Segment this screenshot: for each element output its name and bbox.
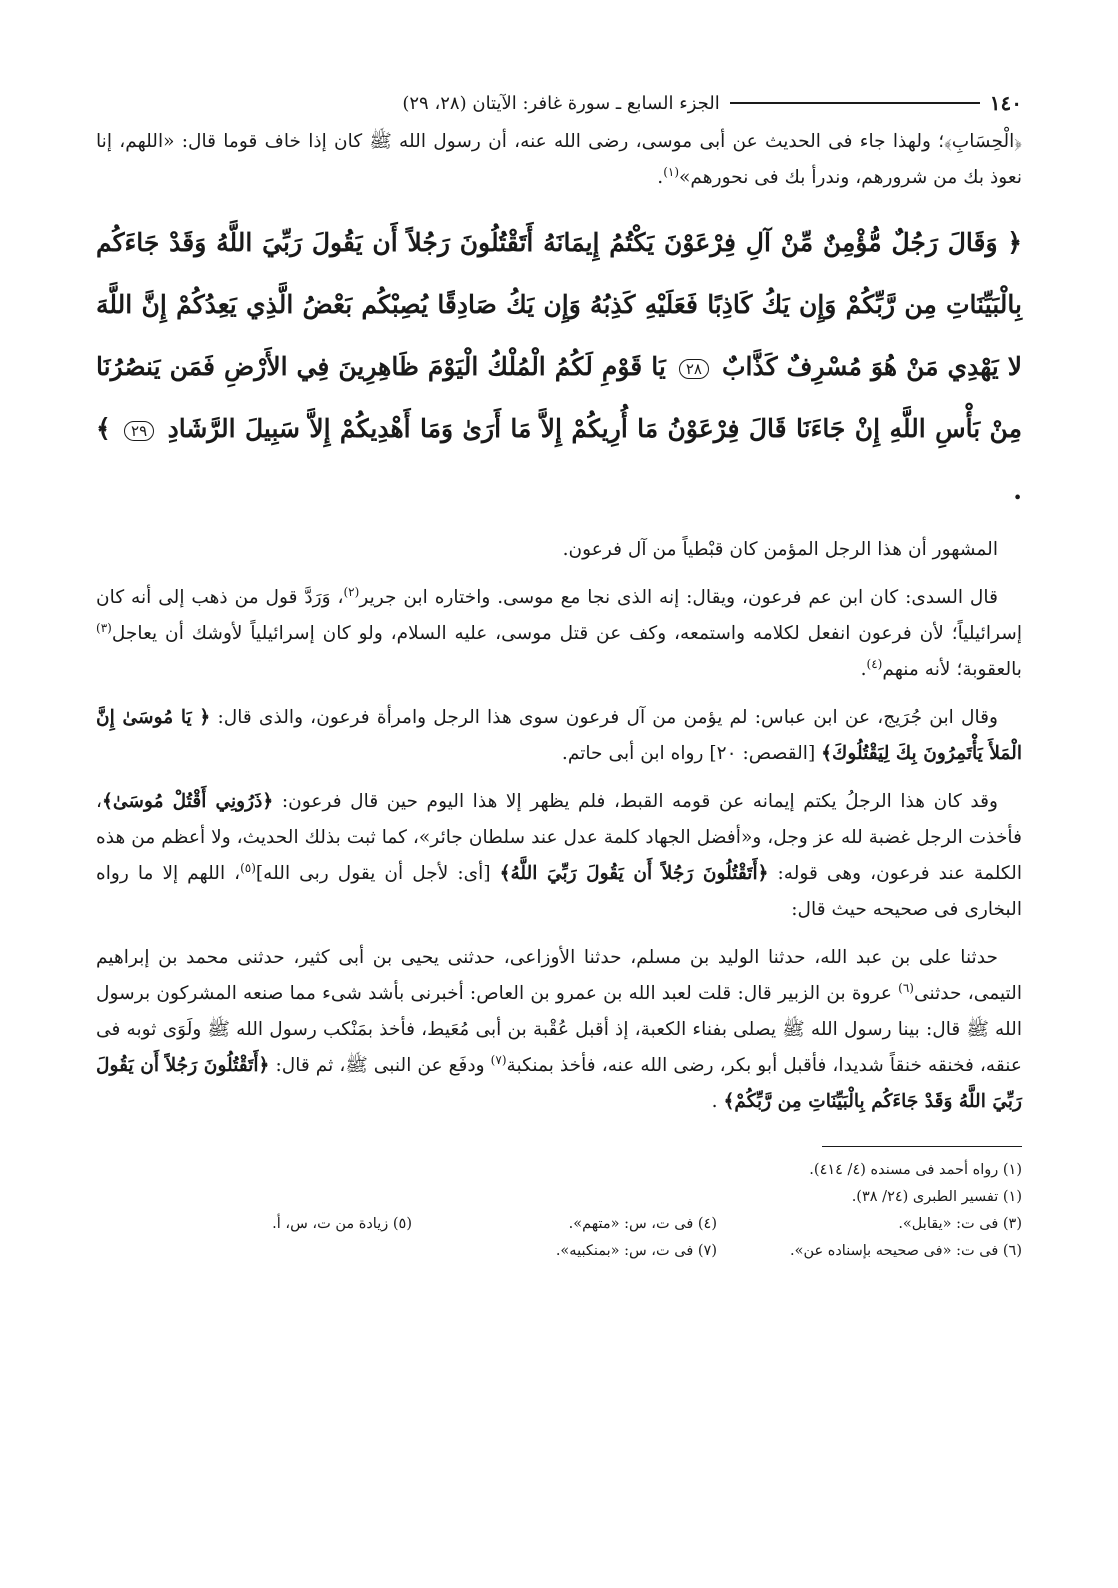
intro-paragraph	[96, 124, 1022, 196]
paragraph-hid-faith	[96, 784, 1022, 928]
intro-text: ﴿الْحِسَابِ﴾؛ ولهذا جاء فى الحديث عن أبى موسى، رضى الله عنه، أن رسول الله ﷺ كان إذا خاف قوما قال: «اللهم، إنا نعوذ بك من شرورهم، وندرأ بك فى نحورهم»	[96, 131, 1022, 188]
paragraph-text: قال السدى: كان ابن عم فرعون، ويقال: إنه الذى نجا مع موسى. واختاره ابن جرير	[359, 587, 998, 608]
quran-quote: ﴿أَتَقْتُلُونَ رَجُلاً أَن يَقُولَ رَبِّيَ اللَّهُ وَقَدْ جَاءَكُم بِالْبَيِّنَاتِ مِن رَّبِّكُمْ﴾	[96, 1055, 1022, 1112]
paragraph-text: بالعقوبة؛ لأنه منهم	[882, 659, 1022, 680]
paragraph-text: ودفَع عن النبى ﷺ، ثم قال:	[269, 1055, 491, 1076]
quran-quote: ﴿أَتَقْتُلُونَ رَجُلاً أَن يَقُولَ رَبِّيَ اللَّهُ﴾	[499, 863, 769, 884]
footnote-ref[interactable]: (٣)	[96, 620, 112, 635]
paragraph-text: وقال ابن جُرَيج، عن ابن عباس: لم يؤمن من آل فرعون سوى هذا الرجل وامرأة فرعون، والذى قال:	[210, 707, 998, 728]
paragraph-text: .	[711, 1091, 724, 1112]
footnote-ref[interactable]: (٧)	[490, 1052, 507, 1067]
running-title: الجزء السابع ـ سورة غافر: الآيتان (٢٨، ٢٩)	[402, 92, 720, 114]
paragraph-text: ، اللهم إلا ما رواه البخارى فى صحيحه حيث قال:	[96, 863, 1022, 920]
footnote-2: (١) تفسير الطبرى (٢٤/ ٣٨).	[851, 1189, 1022, 1205]
paragraph-qibti	[96, 532, 1022, 568]
header-rule	[730, 102, 980, 104]
footnote-ref[interactable]: (٥)	[240, 860, 256, 875]
paragraph-text: ، فأخذت الرجل غضبة لله عز وجل، و«أفضل الجهاد كلمة عدل عند سلطان جائر»، كما ثبت بذلك الحديث، ولا أعظم من هذه الكلمة عند فرعون، وهى قوله:	[96, 791, 1023, 884]
footnote-5: (٥) زيادة من ت، س، أ.	[272, 1216, 412, 1232]
footnotes	[96, 1157, 1022, 1265]
paragraph-text: حدثنا على بن عبد الله، حدثنا الوليد بن مسلم، حدثنا الأوزاعى، حدثنى يحيى بن أبى كثير، حدثنى محمد بن إبراهيم التيمى، حدثنى	[96, 947, 1023, 1004]
paragraph-text: [القصص: ٢٠] رواه ابن أبى حاتم.	[561, 743, 816, 764]
footnote-1: (١) رواه أحمد فى مسنده (٤/ ٤١٤).	[809, 1162, 1022, 1178]
paragraph-text: المشهور أن هذا الرجل المؤمن كان قبْطياً من آل فرعون.	[562, 539, 998, 560]
verse-part-2: يَا قَوْمِ لَكُمُ الْمُلْكُ الْيَوْمَ ظَاهِرِينَ فِي الأَرْضِ فَمَن يَنصُرُنَا مِنْ بَأْسِ اللَّهِ إِنْ جَاءَنَا قَالَ فِرْعَوْنُ مَا أُرِيكُمْ إِلاَّ مَا أَرَىٰ وَمَا أَهْدِيكُمْ إِلاَّ سَبِيلَ الرَّشَادِ	[96, 352, 1022, 443]
paragraph-suddi	[96, 580, 1022, 688]
ayah-number-29: ٢٩	[124, 421, 154, 441]
paragraph-text: .	[860, 659, 867, 680]
page-header	[96, 88, 1022, 118]
footnote-ref[interactable]: (٦)	[898, 980, 914, 995]
quran-verse-block	[96, 212, 1022, 522]
footnote-4: (٤) فى ت، س: «متهم».	[568, 1216, 717, 1232]
verse-part-1: ﴿ وَقَالَ رَجُلٌ مُّؤْمِنٌ مِّنْ آلِ فِرْعَوْنَ يَكْتُمُ إِيمَانَهُ أَتَقْتُلُونَ رَجُلاً أَن يَقُولَ رَبِّيَ اللَّهُ وَقَدْ جَاءَكُم بِالْبَيِّنَاتِ مِن رَّبِّكُمْ وَإِن يَكُ كَاذِبًا فَعَلَيْهِ كَذِبُهُ وَإِن يَكُ صَادِقًا يُصِبْكُم بَعْضُ الَّذِي يَعِدُكُمْ إِنَّ اللَّهَ لا يَهْدِي مَنْ هُوَ مُسْرِفٌ كَذَّابٌ	[96, 228, 1022, 381]
footnote-ref[interactable]: (١)	[663, 164, 680, 179]
quran-quote: ﴿ذَرُونِي أَقْتُلْ مُوسَىٰ﴾	[102, 791, 274, 812]
footnote-ref[interactable]: (٤)	[866, 656, 883, 671]
paragraph-bukhari-hadith	[96, 940, 1022, 1120]
paragraph-text: عروة بن الزبير قال: قلت لعبد الله بن عمرو بن العاص: أخبرنى بأشد شىء مما صنعه المشركون برسول الله ﷺ قال: بينا رسول الله ﷺ يصلى بفناء الكعبة، إذ أقبل عُقْبة بن أبى مُعَيط، فأخذ بمَنْكب رسول الله ﷺ ولَوَى ثوبه فى عنقه، فخنقه خنقاً شديدا، فأقبل أبو بكر، رضى الله عنه، فأخذ بمنكبة	[96, 983, 1022, 1076]
footnote-3: (٣) فى ت: «يقابل».	[898, 1216, 1022, 1232]
footnote-divider	[822, 1146, 1022, 1147]
footnote-ref[interactable]: (٢)	[343, 584, 360, 599]
ayah-number-28: ٢٨	[679, 359, 709, 379]
paragraph-ibn-jurayj	[96, 700, 1022, 772]
footnote-6: (٦) فى ت: «فى صحيحه بإسناده عن».	[789, 1243, 1022, 1259]
paragraph-text: [أى: لأجل أن يقول ربى الله]	[255, 863, 500, 884]
paragraph-text: وقد كان هذا الرجلُ يكتم إيمانه عن قومه القبط، فلم يظهر إلا هذا اليوم حين قال فرعون:	[273, 791, 998, 812]
intro-end: .	[657, 167, 664, 188]
quran-quote: ﴿ يَا مُوسَىٰ إِنَّ الْمَلأَ يَأْتَمِرُونَ بِكَ لِيَقْتُلُوكَ﴾	[96, 707, 1022, 764]
page-number: ١٤٠	[989, 91, 1022, 115]
footnote-7: (٧) فى ت، س: «بمنكبيه».	[555, 1243, 717, 1259]
verse-close: ﴾ .	[96, 414, 1022, 505]
paragraph-text: ، وَرَدَّ قول من ذهب إلى أنه كان إسرائيلياً؛ لأن فرعون انفعل لكلامه واستمعه، وكف عن قتل موسى، عليه السلام، ولو كان إسرائيلياً لأوشك أن يعاجل	[96, 587, 1022, 644]
